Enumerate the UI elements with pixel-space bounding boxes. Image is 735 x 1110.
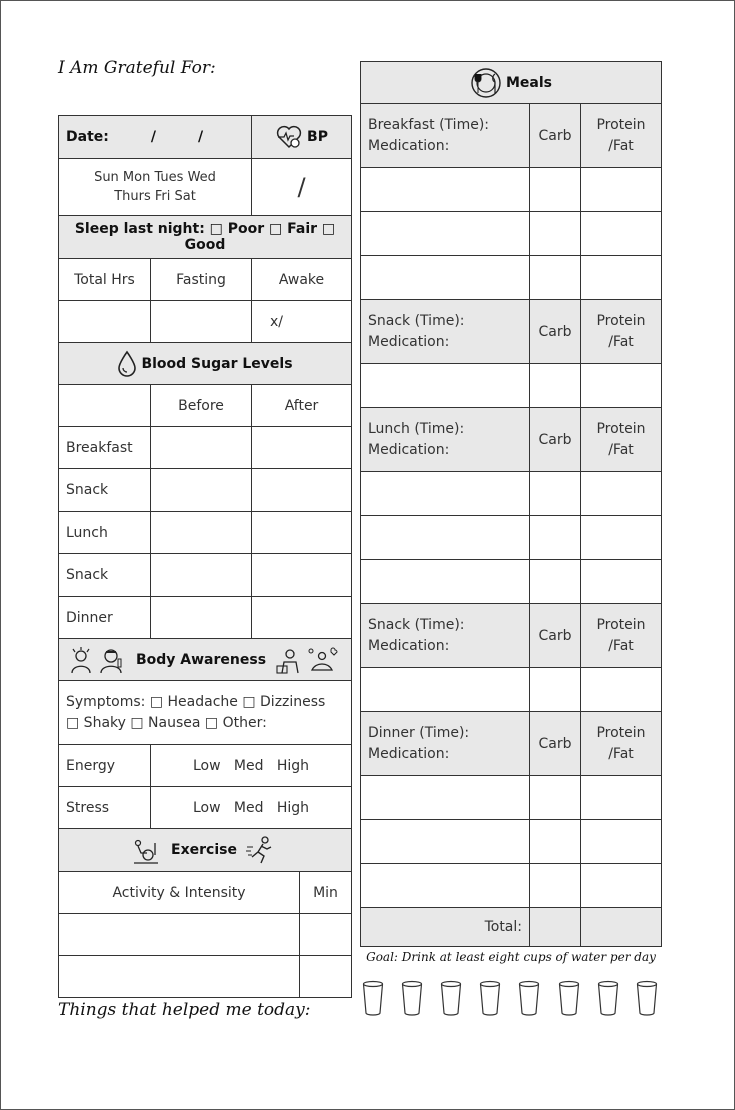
awake-label: Awake [278, 271, 325, 288]
headache-person-icon [68, 646, 94, 674]
blood-sugar-label: Blood Sugar Levels [141, 355, 293, 372]
date-row [59, 116, 351, 159]
carb-field[interactable] [530, 212, 581, 255]
food-field[interactable] [361, 472, 530, 515]
carb-field[interactable] [530, 820, 581, 863]
total-label [361, 908, 530, 946]
protein-fat-field[interactable] [581, 776, 661, 819]
table-row [59, 597, 351, 639]
water-glass-icon[interactable] [362, 980, 384, 1016]
protein-fat-field[interactable] [581, 168, 661, 211]
table-row [361, 364, 661, 408]
table-row [361, 820, 661, 864]
date-cell[interactable] [59, 116, 252, 158]
awake-field[interactable] [252, 301, 351, 342]
protein-fat-field[interactable] [581, 560, 661, 603]
protein-fat-label [581, 300, 661, 363]
meals-header [361, 62, 661, 104]
stress-scale[interactable]: Low Med High [192, 799, 310, 816]
protein-text: Protein [596, 116, 646, 133]
water-glass-icon[interactable] [479, 980, 501, 1016]
medication-label: Medication: [368, 137, 450, 154]
bp-value-field[interactable] [252, 159, 351, 215]
water-glass-icon[interactable] [401, 980, 423, 1016]
after-field[interactable] [252, 427, 351, 468]
total-row [361, 908, 661, 946]
stress-row [59, 787, 351, 829]
total-protein-field[interactable] [581, 908, 661, 946]
protein-fat-field[interactable] [581, 212, 661, 255]
bp-header [252, 116, 351, 158]
meal-time-field[interactable] [361, 104, 530, 167]
table-row [361, 776, 661, 820]
bp-slash: / [297, 173, 306, 201]
meal-time-field[interactable] [361, 604, 530, 667]
carb-field[interactable] [530, 168, 581, 211]
water-goal: Goal: Drink at least eight cups of water per day [366, 950, 656, 964]
meal-section-header [361, 300, 661, 364]
meal-row-label: Snack [59, 469, 151, 511]
heart-pulse-icon [275, 124, 303, 150]
meal-row-label: Dinner [59, 597, 151, 638]
grateful-heading: I Am Grateful For: [58, 58, 216, 78]
after-field[interactable] [252, 597, 351, 638]
fat-text: /Fat [608, 441, 634, 458]
carb-label [530, 300, 581, 363]
total-carb-field[interactable] [530, 908, 581, 946]
before-field[interactable] [151, 512, 252, 553]
food-field[interactable] [361, 776, 530, 819]
activity-field[interactable] [59, 956, 300, 997]
min-label: Min [313, 884, 338, 901]
meal-section-label: Snack (Time): [368, 312, 465, 329]
after-field[interactable] [252, 554, 351, 596]
protein-text: Protein [596, 420, 646, 437]
fat-text: /Fat [608, 745, 634, 762]
water-glass-icon[interactable] [558, 980, 580, 1016]
blank-cell [59, 385, 151, 426]
symptoms-line: Symptoms: □ Headache □ Dizziness [66, 693, 326, 710]
protein-text: Protein [596, 616, 646, 633]
meals-table [360, 61, 662, 947]
total-hrs-label: Total Hrs [59, 259, 151, 300]
min-field[interactable] [300, 956, 351, 997]
carb-text: Carb [538, 627, 572, 644]
table-row [361, 668, 661, 712]
exercise-title [59, 829, 351, 871]
water-glass-icon[interactable] [636, 980, 658, 1016]
body-awareness-title [59, 639, 351, 680]
carb-field[interactable] [530, 864, 581, 907]
sleep-label: Sleep last night: □ Poor □ Fair □ Good [74, 221, 336, 253]
energy-label: Energy [59, 745, 151, 786]
body-awareness-header [59, 639, 351, 681]
things-helped-heading: Things that helped me today: [58, 1000, 311, 1020]
meal-row-label: Snack [59, 554, 151, 596]
before-field[interactable] [151, 554, 252, 596]
food-field[interactable] [361, 168, 530, 211]
carb-label [530, 408, 581, 471]
sleep-header-row [59, 259, 351, 301]
after-field[interactable] [252, 469, 351, 511]
carb-text: Carb [538, 431, 572, 448]
water-glass-icon[interactable] [597, 980, 619, 1016]
body-awareness-label: Body Awareness [135, 651, 267, 668]
fat-text: /Fat [608, 137, 634, 154]
carb-label [530, 104, 581, 167]
protein-fat-label [581, 604, 661, 667]
before-field[interactable] [151, 597, 252, 638]
table-row [361, 256, 661, 300]
protein-fat-label [581, 104, 661, 167]
blood-sugar-columns [59, 385, 351, 427]
carb-field[interactable] [530, 256, 581, 299]
table-row [59, 427, 351, 469]
meals-title [361, 62, 661, 103]
before-label: Before [151, 385, 252, 426]
sleep-row [59, 216, 351, 259]
protein-fat-field[interactable] [581, 864, 661, 907]
min-field[interactable] [300, 914, 351, 955]
carb-field[interactable] [530, 776, 581, 819]
meal-section-header [361, 104, 661, 168]
blood-sugar-header [59, 343, 351, 385]
exercise-columns [59, 872, 351, 914]
fasting-field[interactable] [151, 301, 252, 342]
protein-text: Protein [596, 312, 646, 329]
food-field[interactable] [361, 212, 530, 255]
food-field[interactable] [361, 668, 530, 711]
carb-field[interactable] [530, 668, 581, 711]
food-field[interactable] [361, 516, 530, 559]
meal-section-label: Breakfast (Time): [368, 116, 489, 133]
weekday-line: Thurs Fri Sat [114, 189, 196, 204]
protein-fat-field[interactable] [581, 820, 661, 863]
table-row [361, 212, 661, 256]
food-field[interactable] [361, 256, 530, 299]
table-row [361, 560, 661, 604]
meal-time-field[interactable] [361, 712, 530, 775]
medication-label: Medication: [368, 441, 450, 458]
protein-fat-label [581, 712, 661, 775]
fat-text: /Fat [608, 333, 634, 350]
food-field[interactable] [361, 820, 530, 863]
protein-fat-field[interactable] [581, 472, 661, 515]
carb-text: Carb [538, 127, 572, 144]
food-field[interactable] [361, 364, 530, 407]
days-row [59, 159, 351, 216]
fasting-label: Fasting [151, 259, 252, 300]
weekday-line: Sun Mon Tues Wed [94, 170, 216, 185]
runner-icon [245, 835, 275, 865]
table-row [59, 956, 351, 997]
meal-row-label: Lunch [59, 512, 151, 553]
protein-fat-field[interactable] [581, 256, 661, 299]
stressed-worker-icon [276, 646, 302, 674]
meal-section-header [361, 408, 661, 472]
food-field[interactable] [361, 560, 530, 603]
medication-label: Medication: [368, 333, 450, 350]
sleep-values-row [59, 301, 351, 343]
table-row [361, 516, 661, 560]
table-row [59, 914, 351, 956]
total-text: Total: [484, 919, 522, 935]
daily-log-table [58, 115, 352, 998]
meal-time-field[interactable] [361, 408, 530, 471]
exercise-label: Exercise [171, 842, 237, 858]
table-row [361, 864, 661, 908]
carb-field[interactable] [530, 560, 581, 603]
table-row [59, 554, 351, 597]
date-label: Date: [66, 129, 109, 145]
meal-row-label: Breakfast [59, 427, 151, 468]
carb-text: Carb [538, 323, 572, 340]
sleep-quality[interactable] [59, 216, 351, 258]
after-field[interactable] [252, 512, 351, 553]
bp-label: BP [307, 129, 328, 145]
awake-value: x/ [270, 313, 284, 330]
before-field[interactable] [151, 427, 252, 468]
before-field[interactable] [151, 469, 252, 511]
water-glass-icon[interactable] [518, 980, 540, 1016]
carb-label [530, 604, 581, 667]
symptoms-checklist[interactable] [59, 681, 351, 744]
carb-field[interactable] [530, 364, 581, 407]
meal-section-label: Dinner (Time): [368, 724, 470, 741]
exercise-bike-icon [131, 835, 161, 865]
protein-fat-field[interactable] [581, 668, 661, 711]
meal-section-label: Lunch (Time): [368, 420, 465, 437]
energy-scale[interactable]: Low Med High [192, 757, 310, 774]
weekday-selector[interactable] [59, 159, 252, 215]
protein-text: Protein [596, 724, 646, 741]
date-slash: / [197, 129, 204, 145]
blood-sugar-title [59, 343, 351, 384]
protein-fat-field[interactable] [581, 516, 661, 559]
carb-field[interactable] [530, 516, 581, 559]
blood-drop-icon [117, 350, 137, 378]
water-glass-icon[interactable] [440, 980, 462, 1016]
energy-row [59, 745, 351, 787]
activity-field[interactable] [59, 914, 300, 955]
after-label: After [284, 397, 319, 414]
medication-label: Medication: [368, 637, 450, 654]
protein-fat-field[interactable] [581, 364, 661, 407]
total-hrs-field[interactable] [59, 301, 151, 342]
activity-label: Activity & Intensity [59, 872, 300, 913]
stress-label: Stress [59, 787, 151, 828]
meals-label: Meals [505, 74, 552, 91]
symptoms-row [59, 681, 351, 745]
meditation-icon [306, 646, 338, 674]
carb-label [530, 712, 581, 775]
meal-section-header [361, 604, 661, 668]
sick-person-icon [98, 646, 124, 674]
symptoms-line: □ Shaky □ Nausea □ Other: [66, 714, 267, 731]
meal-section-header [361, 712, 661, 776]
date-slash: / [150, 129, 156, 145]
medication-label: Medication: [368, 745, 450, 762]
meal-time-field[interactable] [361, 300, 530, 363]
table-row [59, 469, 351, 512]
protein-fat-label [581, 408, 661, 471]
plate-cutlery-icon [470, 67, 502, 99]
meal-section-label: Snack (Time): [368, 616, 465, 633]
table-row [361, 168, 661, 212]
table-row [361, 472, 661, 516]
fat-text: /Fat [608, 637, 634, 654]
table-row [59, 512, 351, 554]
carb-text: Carb [538, 735, 572, 752]
carb-field[interactable] [530, 472, 581, 515]
exercise-header [59, 829, 351, 872]
food-field[interactable] [361, 864, 530, 907]
